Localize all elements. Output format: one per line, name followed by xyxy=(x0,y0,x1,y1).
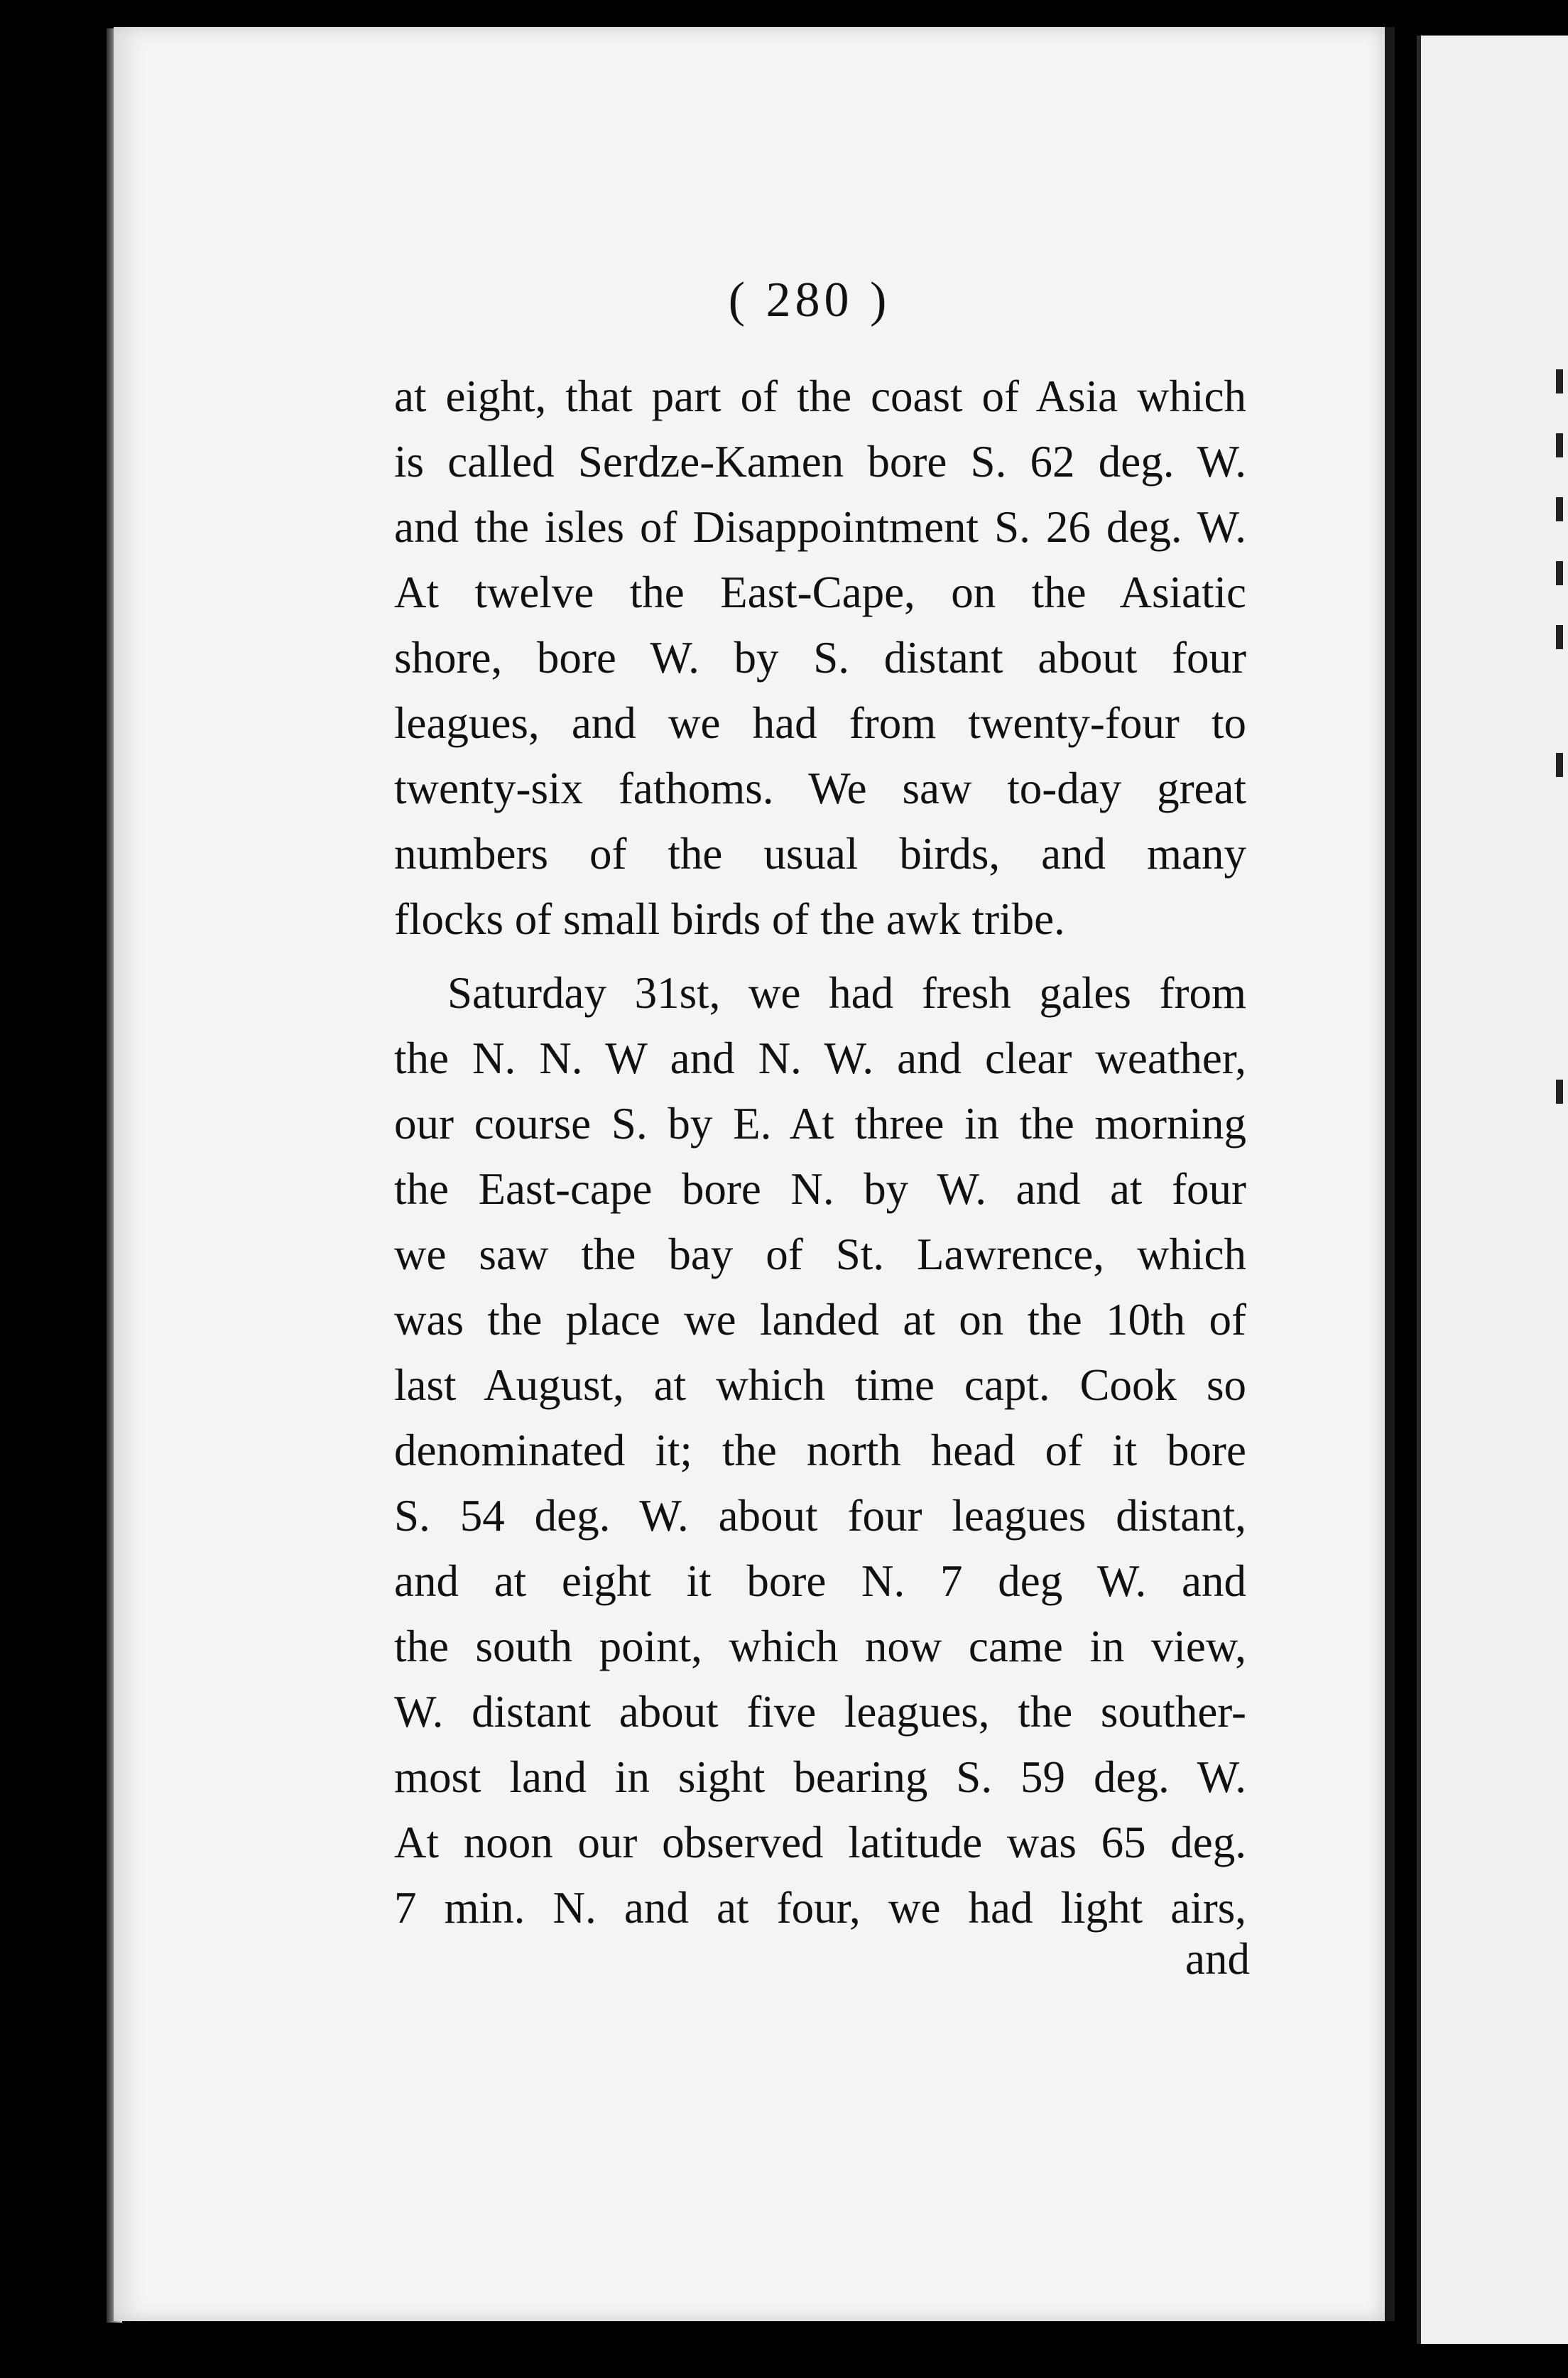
text-line: the south point, which now came in view, xyxy=(394,1622,1246,1671)
catchword: and xyxy=(1185,1934,1250,1984)
text-line: shore, bore W. by S. distant about four xyxy=(394,633,1246,683)
text-line: we saw the bay of St. Lawrence, which xyxy=(394,1229,1246,1279)
text-line: our course S. by E. At three in the morning xyxy=(394,1099,1246,1149)
text-line: At twelve the East-Cape, on the Asiatic xyxy=(394,568,1246,617)
text-line: 7 min. N. and at four, we had light airs, xyxy=(394,1883,1246,1933)
facing-page-fragment xyxy=(1417,36,1568,2344)
body-text xyxy=(394,364,1246,1940)
text-line: was the place we landed at on the 10th of xyxy=(394,1295,1246,1345)
text-line: numbers of the usual birds, and many xyxy=(394,829,1246,879)
text-line: the East-cape bore N. by W. and at four xyxy=(394,1164,1246,1214)
text-line: denominated it; the north head of it bore xyxy=(394,1426,1246,1475)
text-line: the N. N. W and N. W. and clear weather, xyxy=(394,1033,1246,1083)
text-line: and at eight it bore N. 7 deg W. and xyxy=(394,1556,1246,1606)
text-line: flocks of small birds of the awk tribe. xyxy=(394,894,1065,944)
facing-page-text-marks xyxy=(1552,369,1568,1151)
page-number: ( 280 ) xyxy=(728,273,891,327)
text-line: Saturday 31st, we had fresh gales from xyxy=(447,968,1246,1018)
text-line: At noon our observed latitude was 65 deg. xyxy=(394,1818,1246,1867)
text-line: leagues, and we had from twenty-four to xyxy=(394,698,1246,748)
text-line: is called Serdze-Kamen bore S. 62 deg. W. xyxy=(394,437,1246,487)
text-line: last August, at which time capt. Cook so xyxy=(394,1360,1246,1410)
text-line: most land in sight bearing S. 59 deg. W. xyxy=(394,1752,1246,1802)
text-line: twenty-six fathoms. We saw to-day great xyxy=(394,764,1246,813)
text-line: at eight, that part of the coast of Asia which xyxy=(394,371,1246,421)
text-line: W. distant about five leagues, the souther- xyxy=(394,1687,1246,1737)
text-line: and the isles of Disappointment S. 26 deg. W. xyxy=(394,502,1246,552)
paragraph-break xyxy=(394,952,1246,960)
text-line: S. 54 deg. W. about four leagues distant, xyxy=(394,1491,1246,1541)
